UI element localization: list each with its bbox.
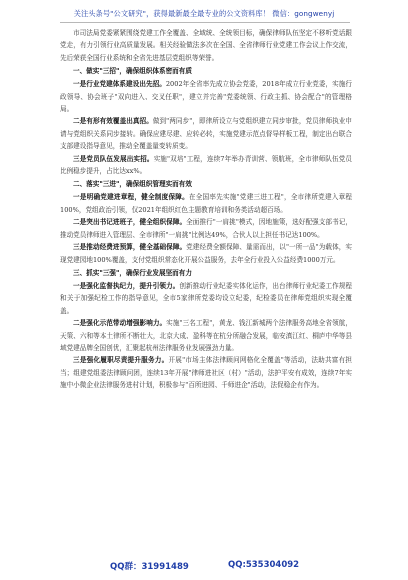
section-1-item-2 [60, 115, 352, 152]
page-footer [0, 560, 408, 574]
page-header [0, 0, 408, 30]
header-banner-text[interactable]: 关注头条号"公文研究"，获得最新最全最专业的公文资料库！ 微信：gongwenyj [73, 9, 335, 18]
section-2-item-1 [60, 191, 352, 216]
section-3-item-1 [60, 280, 352, 317]
document-body [60, 27, 352, 392]
section-2-item-2 [60, 216, 352, 241]
item-lead: 三是强化履职尽责提升服务力。 [73, 356, 169, 365]
section-3-title: 三、抓实"三强"，确保行业发展坚而有力 [73, 268, 192, 277]
item-text: 做到"两同步"，即律所设立与党组织建立同步审批，党员律师执业申请与党组织关系同步接转。确保应建尽建、应转必转，实施党建示范点督导样板工程，制定出台联合支部建设指导意见，推动全覆盖量变转质变。 [60, 117, 352, 151]
item-lead: 一是行业党建体系建设出先招。 [73, 80, 166, 89]
section-2-title: 二、落实"三进"，确保组织管理实而有效 [73, 180, 192, 189]
section-1-title: 一、做实"三招"，确保组织体系密而有质 [73, 67, 192, 76]
footer-qq-group: QQ群：31991489 [110, 562, 189, 572]
item-text: 2002年全省率先成立协会党委，2018年成立行业党委，实施行政领导、协会班子"双向进入、交叉任职"，建立并完善"党委统领、行政主抓、协会配合"的管理格局。 [60, 80, 353, 114]
item-text: 在全国率先实施"党建三进工程"，全市律所党建入章程100%，党组政治引领，仅2021年组织红色主题教育培训和务类活动超百场。 [60, 193, 352, 214]
footer-qq-contact: QQ:535304092 [228, 560, 300, 570]
header-divider [60, 22, 350, 23]
item-text: 实施"双培"工程，连续7年举办青训营、领航班，全市律师队伍党员比例稳步提升，占比达xx%。 [60, 154, 353, 176]
item-lead: 三是党员队伍发展出实招。 [73, 154, 154, 163]
item-lead: 二是突出书记进班子，健全组织保障。 [73, 218, 187, 227]
section-1-item-3 [60, 153, 352, 178]
item-text: 全面推行"一肩挑"模式，因地施策，选好配强支部书记，推动党员律师进入管理层、全市律所"一肩挑"比例达49%，合伙人以上担任书记达100%。 [60, 218, 352, 239]
item-lead: 三是推动经费进预算，健全基础保障。 [73, 243, 187, 252]
item-text: 开展"市场主体法律顾问网格化全覆盖"等活动，法助共富有担当；组建党组委法律顾问团，连续13年开展"律师进社区（村）"活动，法护平安有成效，连续7年实施中小微企业法律服务进村计划，积极参与"百所进园、千师进企"活动，法促稳企有作为。 [60, 356, 352, 390]
item-text: 党建经费全额保障、量需而出，以"一所一品"为载体，实现党建园地100%覆盖，支付党组织常态化开展公益服务，去年全行业投入公益经费1000万元。 [60, 243, 352, 264]
item-lead: 二是强化示范带动增强影响力。 [73, 319, 167, 328]
section-1-item-1 [60, 78, 352, 115]
item-text: 创新推动行业纪委实体化运作，出台律师行业纪委工作规程和关于加强纪检工作的指导意见，全市5家律所党委均设立纪委，纪检委员在律师党组织实现全覆盖。 [60, 281, 353, 315]
item-lead: 一是明确党建进章程，健全制度保障。 [73, 193, 189, 202]
item-lead: 二是有形有效覆盖出真招。 [73, 117, 153, 126]
section-3-item-2 [60, 317, 352, 354]
section-3-item-3 [60, 354, 352, 391]
item-lead: 一是强化监督执纪力，提升引领力。 [73, 281, 180, 290]
item-text: 实施"三名工程"，黄龙、钱江新城两个法律服务高地全省领航，天策、六和等本土律所不断壮大，北京大成、盈科等在杭分所融合发展，临安滇江红、桐庐中华等县域党建品牌全国创优，汇聚起杭州法律服务业发展强劲力量。 [60, 319, 352, 352]
intro-paragraph: 市司法局党委紧紧围绕党建工作全覆盖、全域统、全统领目标，确保律师队伍坚定不移听党话跟党走，有力引领行业高质量发展。相关经验做法多次在全国、全省律师行业党建工作会议上作交流，先后荣获全国行业系统和全省先进基层党组织等荣誉。 [60, 29, 352, 62]
section-2-item-3 [60, 241, 352, 266]
